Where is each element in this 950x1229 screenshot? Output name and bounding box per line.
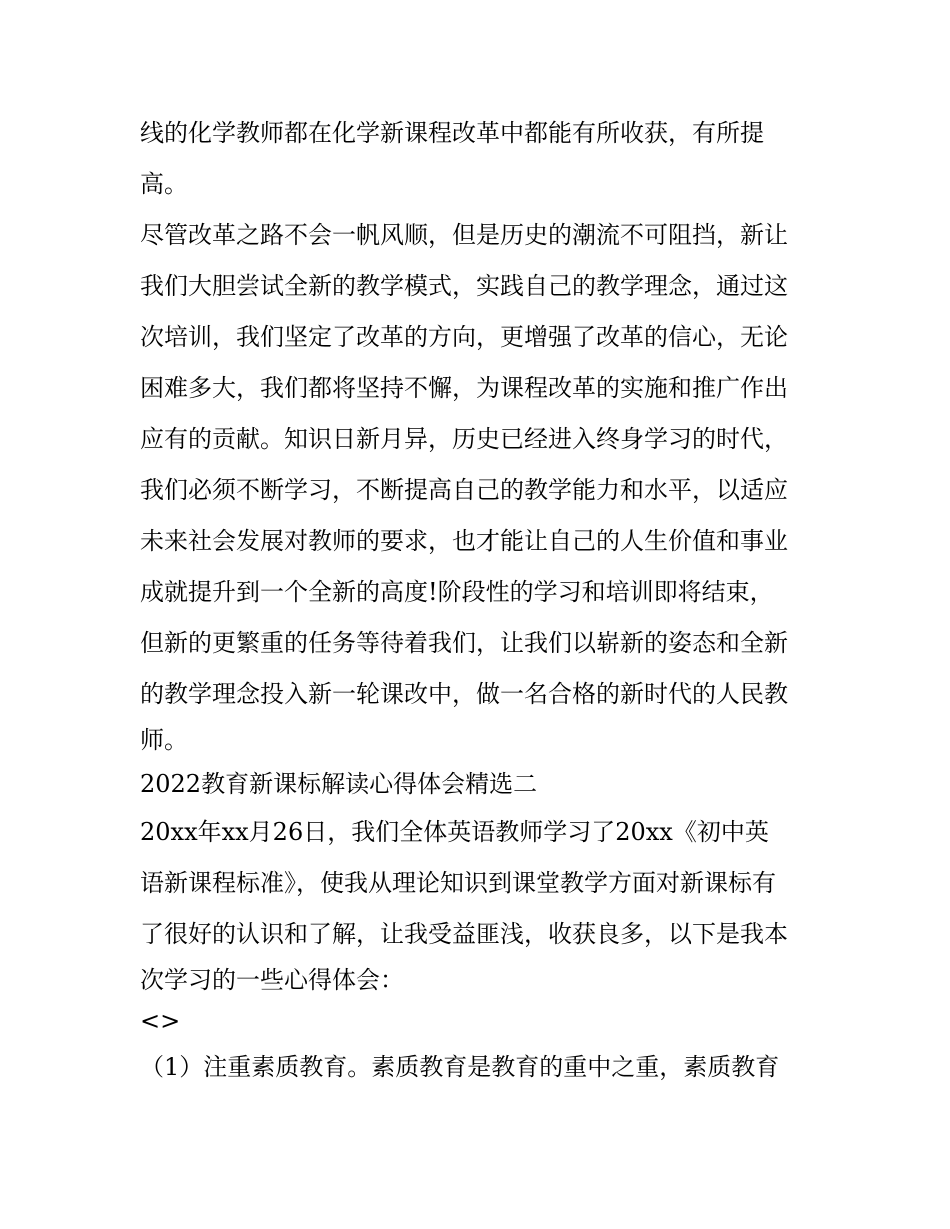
text-line: 尽管改革之路不会一帆风顺，但是历史的潮流不可阻挡，新让 — [140, 221, 788, 249]
text-line: 但新的更繁重的任务等待着我们，让我们以崭新的姿态和全新 — [140, 629, 788, 657]
text-line: 次培训，我们坚定了改革的方向，更增强了改革的信心，无论 — [140, 323, 788, 351]
section-heading: 2022教育新课标解读心得体会精选二 — [140, 770, 538, 798]
text-line: 高。 — [140, 170, 188, 198]
text-line: 成就提升到一个全新的高度!阶段性的学习和培训即将结束， — [140, 578, 774, 606]
list-item-text: （1）注重素质教育。素质教育是教育的重中之重，素质教育 — [140, 1053, 780, 1081]
text-line: 困难多大，我们都将坚持不懈，为课程改革的实施和推广作出 — [140, 374, 788, 402]
text-line: 次学习的一些心得体会： — [140, 966, 404, 994]
text-line: 了很好的认识和了解，让我受益匪浅，收获良多，以下是我本 — [140, 920, 788, 948]
text-line: 20xx年xx月26日，我们全体英语教师学习了20xx《初中英 — [140, 818, 769, 846]
document-body — [140, 108, 830, 1093]
text-line: 我们必须不断学习，不断提高自己的教学能力和水平，以适应 — [140, 476, 788, 504]
text-line: 的教学理念投入新一轮课改中，做一名合格的新时代的人民教 — [140, 680, 788, 708]
placeholder-marker: <> — [140, 1007, 181, 1035]
text-line: 师。 — [140, 726, 188, 754]
text-line: 线的化学教师都在化学新课程改革中都能有所收获，有所提 — [140, 119, 764, 147]
text-line: 应有的贡献。知识日新月异，历史已经进入终身学习的时代， — [140, 425, 788, 453]
text-line: 我们大胆尝试全新的教学模式，实践自己的教学理念，通过这 — [140, 272, 788, 300]
text-line: 语新课程标准》，使我从理论知识到课堂教学方面对新课标有 — [140, 869, 776, 897]
text-line: 未来社会发展对教师的要求，也才能让自己的人生价值和事业 — [140, 527, 788, 555]
